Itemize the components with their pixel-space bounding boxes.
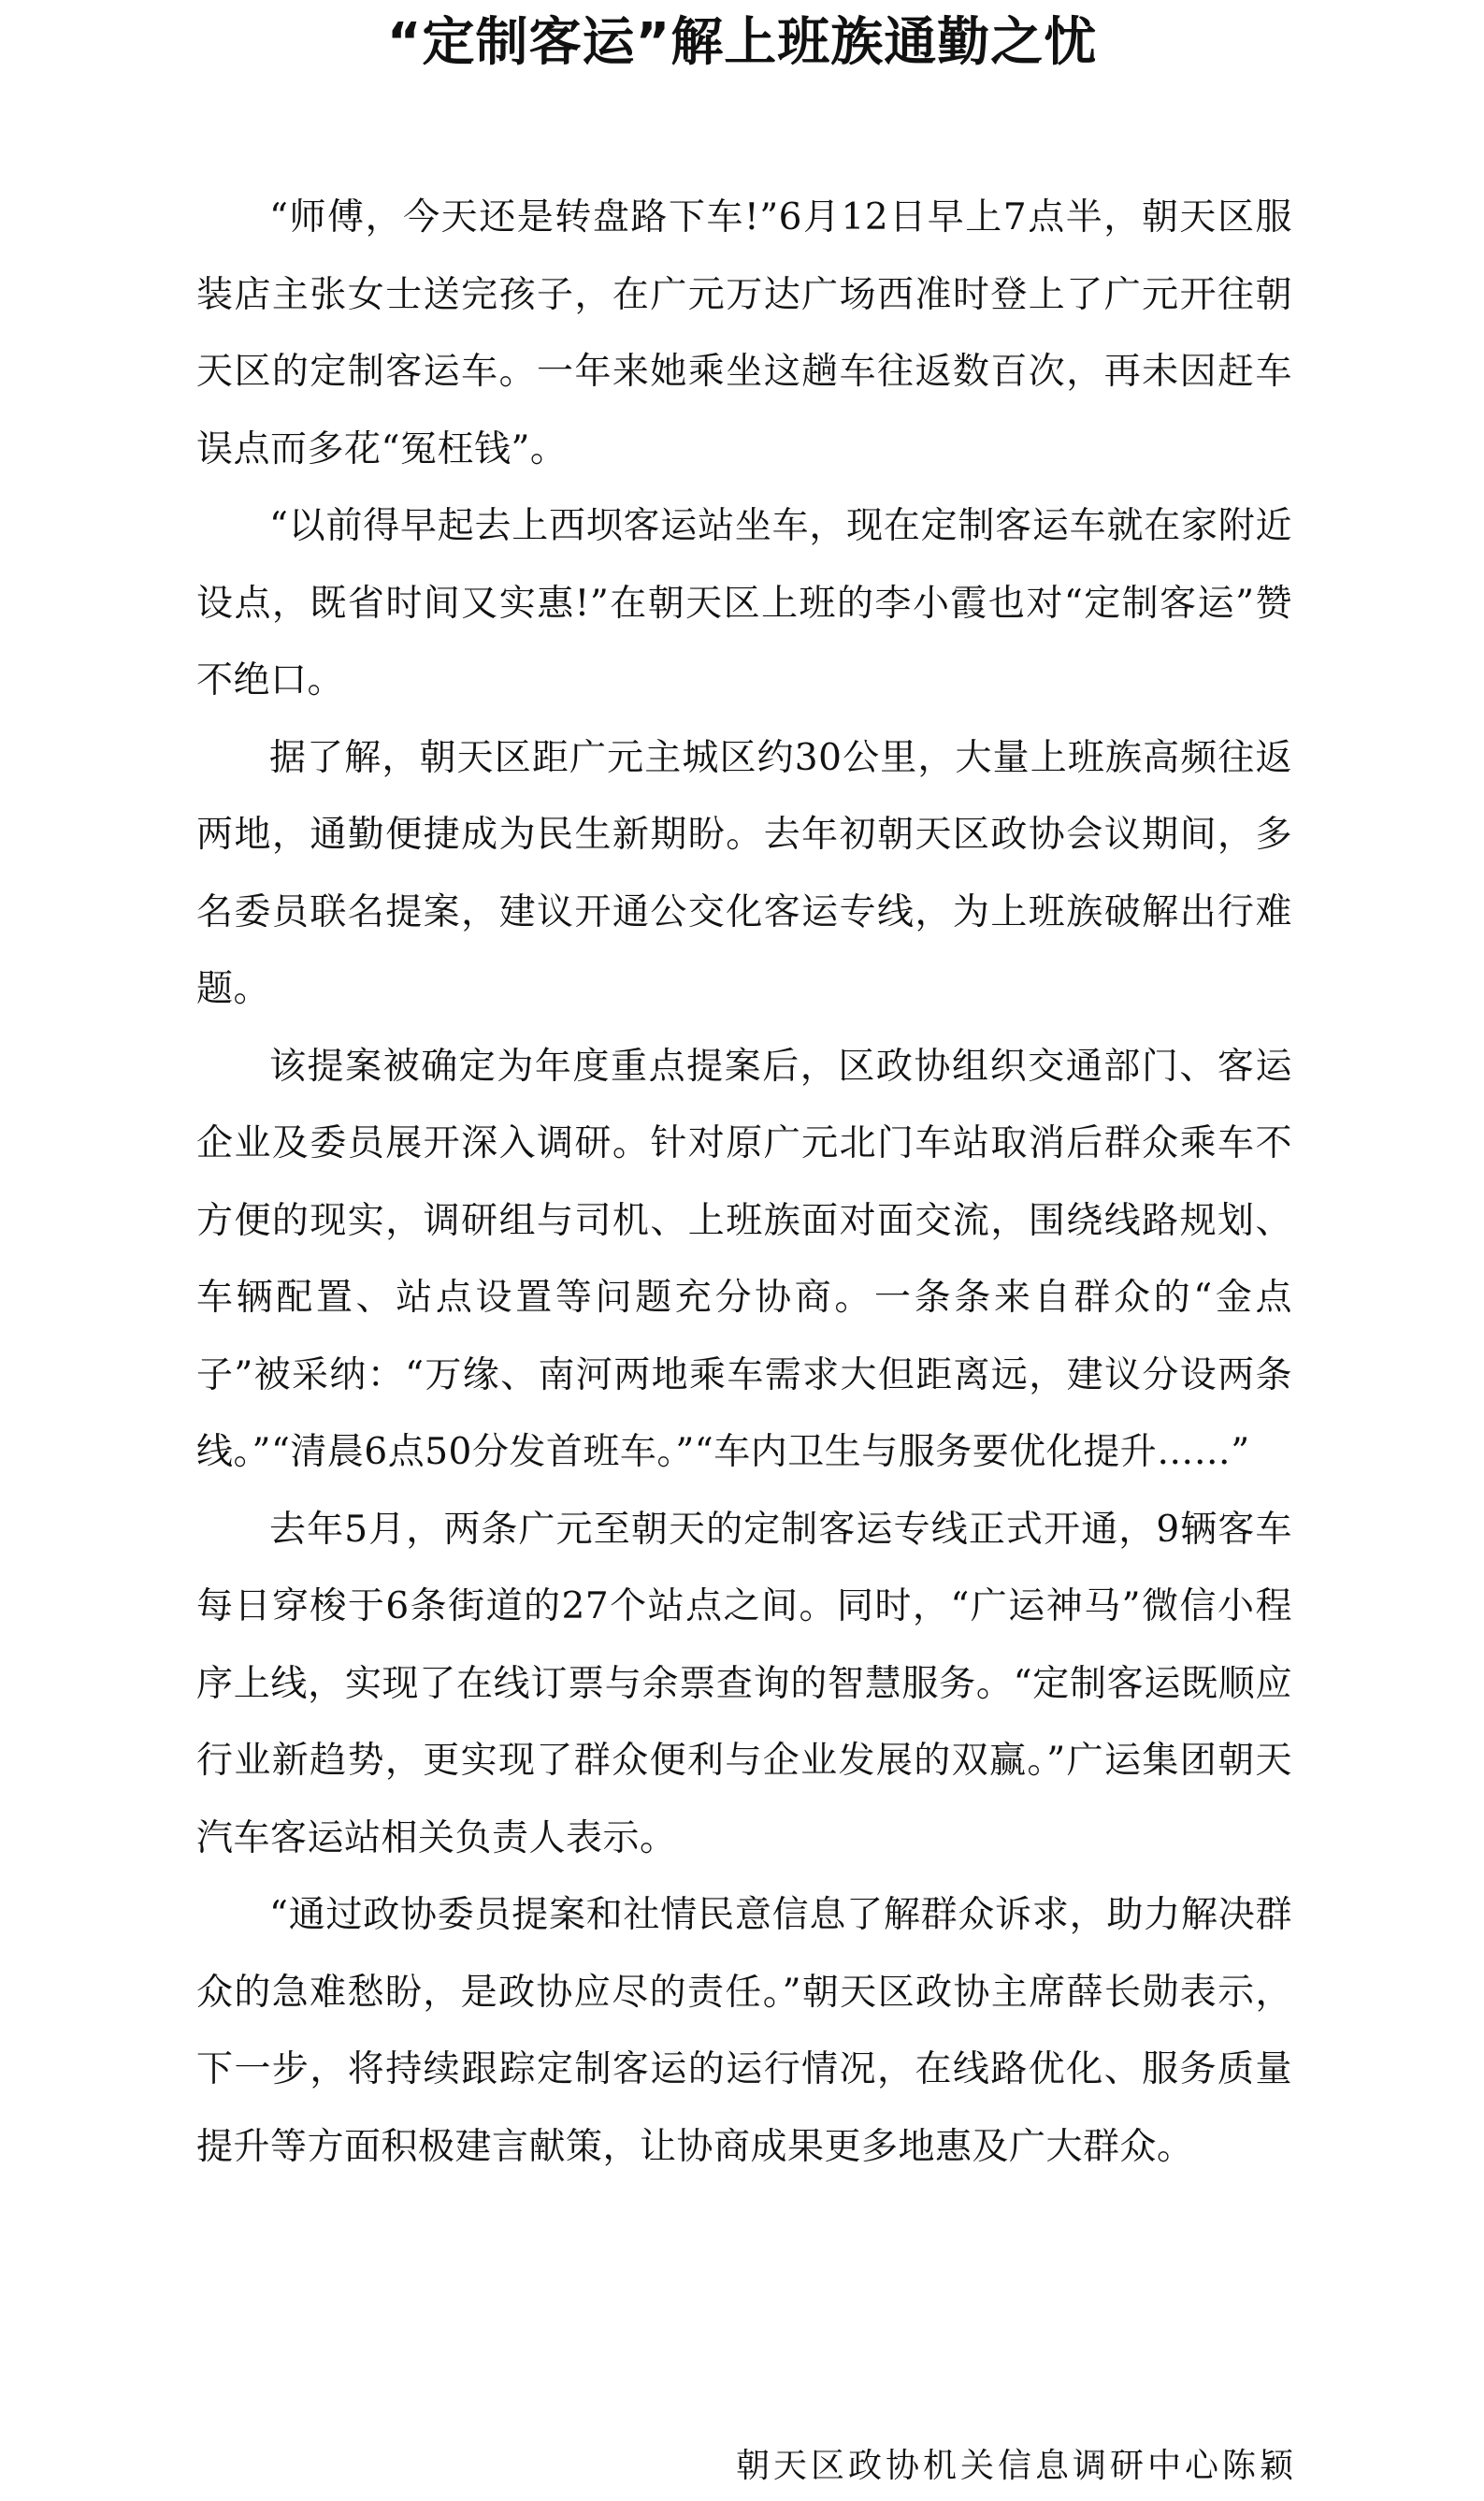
author-signature: 朝天区政协机关信息调研中心陈颖 bbox=[735, 2447, 1297, 2485]
paragraph-4: 该提案被确定为年度重点提案后，区政协组织交通部门、客运企业及委员展开深入调研。针对原广元北门车站取消后群众乘车不方便的现实，调研组与司机、上班族面对面交流，围绕线路规划、车辆配置、站点设置等问题充分协商。一条条来自群众的“金点子”被采纳：“万缘、南河两地乘车需求大但距离远，建议分设两条线。”“清晨6点50分发首班车。”“车内卫生与服务要优化提升……” bbox=[196, 1045, 1292, 1473]
paragraph-5: 去年5月，两条广元至朝天的定制客运专线正式开通，9辆客车每日穿梭于6条街道的27个站点之间。同时，“广运神马”微信小程序上线，实现了在线订票与余票查询的智慧服务。“定制客运既顺应行业新趋势，更实现了群众便利与企业发展的双赢。”广运集团朝天汽车客运站相关负责人表示。 bbox=[196, 1508, 1292, 1859]
paragraph-2: “以前得早起去上西坝客运站坐车，现在定制客运车就在家附近设点，既省时间又实惠!”在朝天区上班的李小霞也对“定制客运”赞不绝口。 bbox=[196, 505, 1292, 701]
paragraph-3: 据了解，朝天区距广元主城区约30公里，大量上班族高频往返两地，通勤便捷成为民生新期盼。去年初朝天区政协会议期间，多名委员联名提案，建议开通公交化客运专线，为上班族破解出行难题。 bbox=[196, 736, 1292, 1010]
article-title: “定制客运”解上班族通勤之忧 bbox=[386, 12, 1098, 73]
article-body bbox=[196, 180, 1292, 2186]
paragraph-6: “通过政协委员提案和社情民意信息了解群众诉求，助力解决群众的急难愁盼，是政协应尽的责任。”朝天区政协主席薛长勋表示，下一步，将持续跟踪定制客运的运行情况，在线路优化、服务质量提升等方面积极建言献策，让协商成果更多地惠及广大群众。 bbox=[196, 1894, 1292, 2168]
paragraph-1: “师傅，今天还是转盘路下车!”6月12日早上7点半，朝天区服装店主张女士送完孩子，在广元万达广场西准时登上了广元开往朝天区的定制客运车。一年来她乘坐这趟车往返数百次，再未因赶车误点而多花“冤枉钱”。 bbox=[196, 196, 1292, 470]
